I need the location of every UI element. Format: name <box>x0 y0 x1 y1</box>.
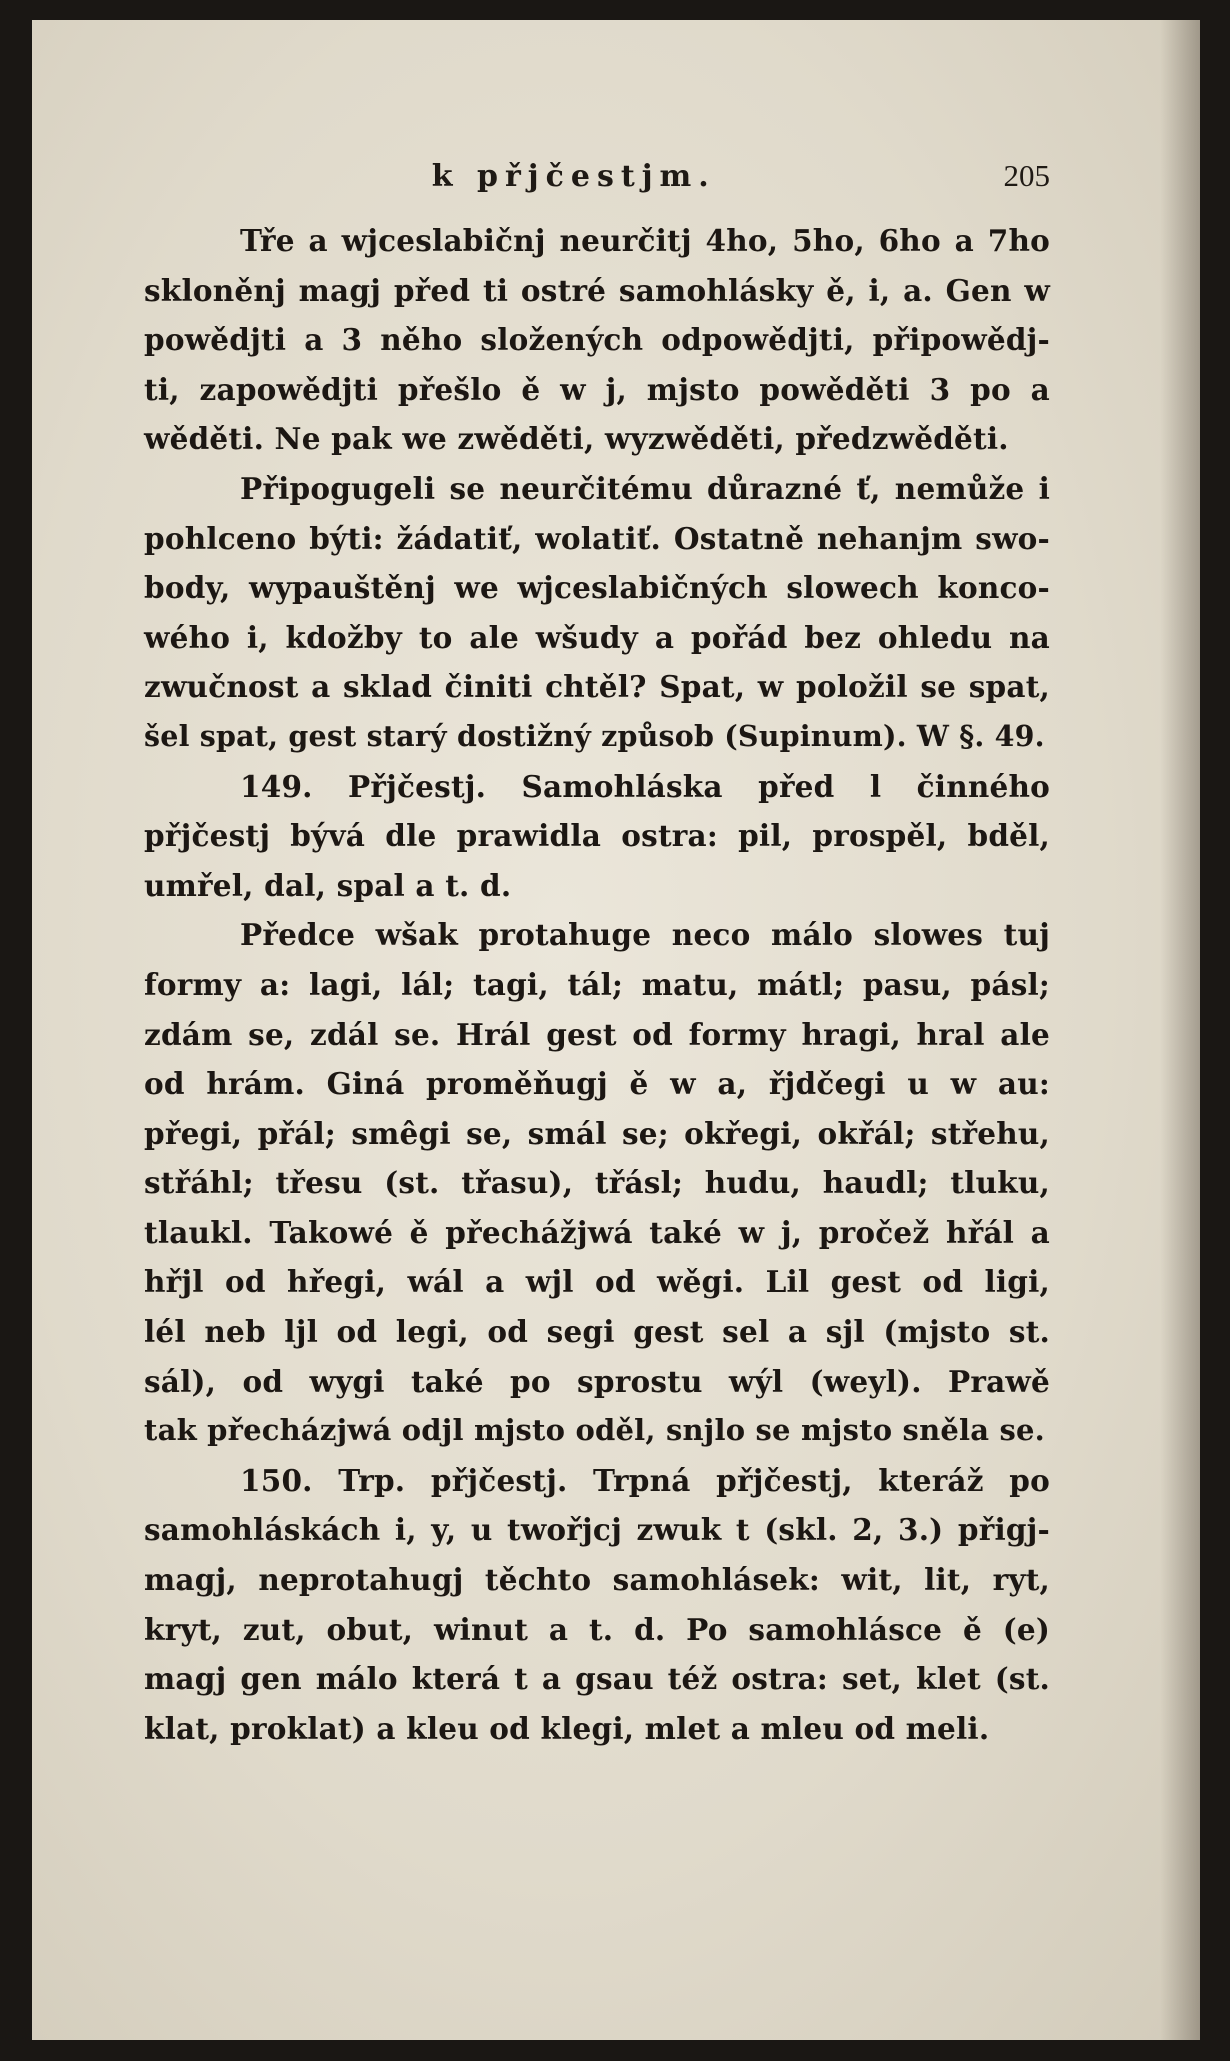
text-line: střáhl; třesu (st. třasu), třásl; hudu, haudl; tluku, <box>144 1165 1050 1201</box>
text-line: wého i, kdožby to ale wšudy a pořád bez ohledu na <box>144 619 1050 655</box>
text-line: od hrám. Giná proměňugj ě w a, řjdčegi u w au: <box>144 1066 1050 1102</box>
text-line: lél neb ljl od legi, od segi gest sel a sjl (mjsto st. <box>144 1314 1050 1350</box>
text-line: magj, neprotahugj těchto samohlásek: wit, lit, ryt, <box>144 1562 1050 1598</box>
text-line: 149. Přjčestj. Samohláska před l činného <box>240 768 1050 804</box>
page-body <box>144 216 1050 1753</box>
text-line: Připogugeli se neurčitému důrazné ť, nemůže i <box>240 470 1050 506</box>
book-page <box>32 20 1200 2040</box>
text-line: magj gen málo která t a gsau též ostra: set, klet (st. <box>144 1661 1050 1697</box>
text-line: tlaukl. Takowé ě přechážjwá také w j, pročež hřál a <box>144 1214 1050 1250</box>
text-line: wěděti. Ne pak we zwěděti, wyzwěděti, předzwěděti. <box>144 421 1009 457</box>
text-line: ti, zapowědjti přešlo ě w j, mjsto powěděti 3 po a <box>144 371 1050 407</box>
text-line: klat, proklat) a kleu od klegi, mlet a mleu od meli. <box>144 1710 990 1746</box>
text-line: zwučnost a sklad činiti chtěl? Spat, w položil se spat, <box>144 669 1050 705</box>
text-line: samohláskách i, y, u twořjcj zwuk t (skl. 2, 3.) přigj- <box>144 1512 1050 1548</box>
text-line: Předce wšak protahuge neco málo slowes tuj <box>240 917 1050 953</box>
text-line: 150. Trp. přjčestj. Trpná přjčestj, kteráž po <box>240 1462 1050 1498</box>
running-title: k přjčestjm. <box>431 159 716 194</box>
text-line: přegi, přál; smêgi se, smál se; okřegi, okřál; střehu, <box>144 1115 1050 1151</box>
text-line: šel spat, gest starý dostižný způsob (Supinum). W §. 49. <box>144 718 1045 753</box>
page-header <box>144 158 1050 210</box>
text-line: tak přecházjwá odjl mjsto oděl, snjlo se mjsto sněla se. <box>144 1413 1045 1448</box>
text-line: formy a: lagi, lál; tagi, tál; matu, mátl; pasu, pásl; <box>144 966 1050 1002</box>
text-line: přjčestj bývá dle prawidla ostra: pil, prospěl, bděl, <box>144 818 1050 854</box>
text-line: zdám se, zdál se. Hrál gest od formy hragi, hral ale <box>144 1016 1050 1052</box>
text-line: body, wypauštěnj we wjceslabičných slowech konco- <box>144 570 1050 606</box>
text-line: hřjl od hřegi, wál a wjl od wěgi. Lil gest od ligi, <box>144 1264 1050 1300</box>
page-number: 205 <box>1003 158 1050 193</box>
text-line: skloněnj magj před ti ostré samohlásky ě, i, a. Gen w <box>144 272 1050 308</box>
text-line: kryt, zut, obut, winut a t. d. Po samohlásce ě (e) <box>144 1611 1050 1647</box>
text-line: powědjti a 3 něho složených odpowědjti, připowědj- <box>144 322 1050 358</box>
text-line: sál), od wygi také po sprostu wýl (weyl). Prawě <box>144 1363 1050 1399</box>
text-line: Tře a wjceslabičnj neurčitj 4ho, 5ho, 6ho a 7ho <box>240 223 1050 258</box>
text-line: pohlceno býti: žádatiť, wolatiť. Ostatně nehanjm swo- <box>144 520 1050 556</box>
text-line: umřel, dal, spal a t. d. <box>144 867 512 903</box>
